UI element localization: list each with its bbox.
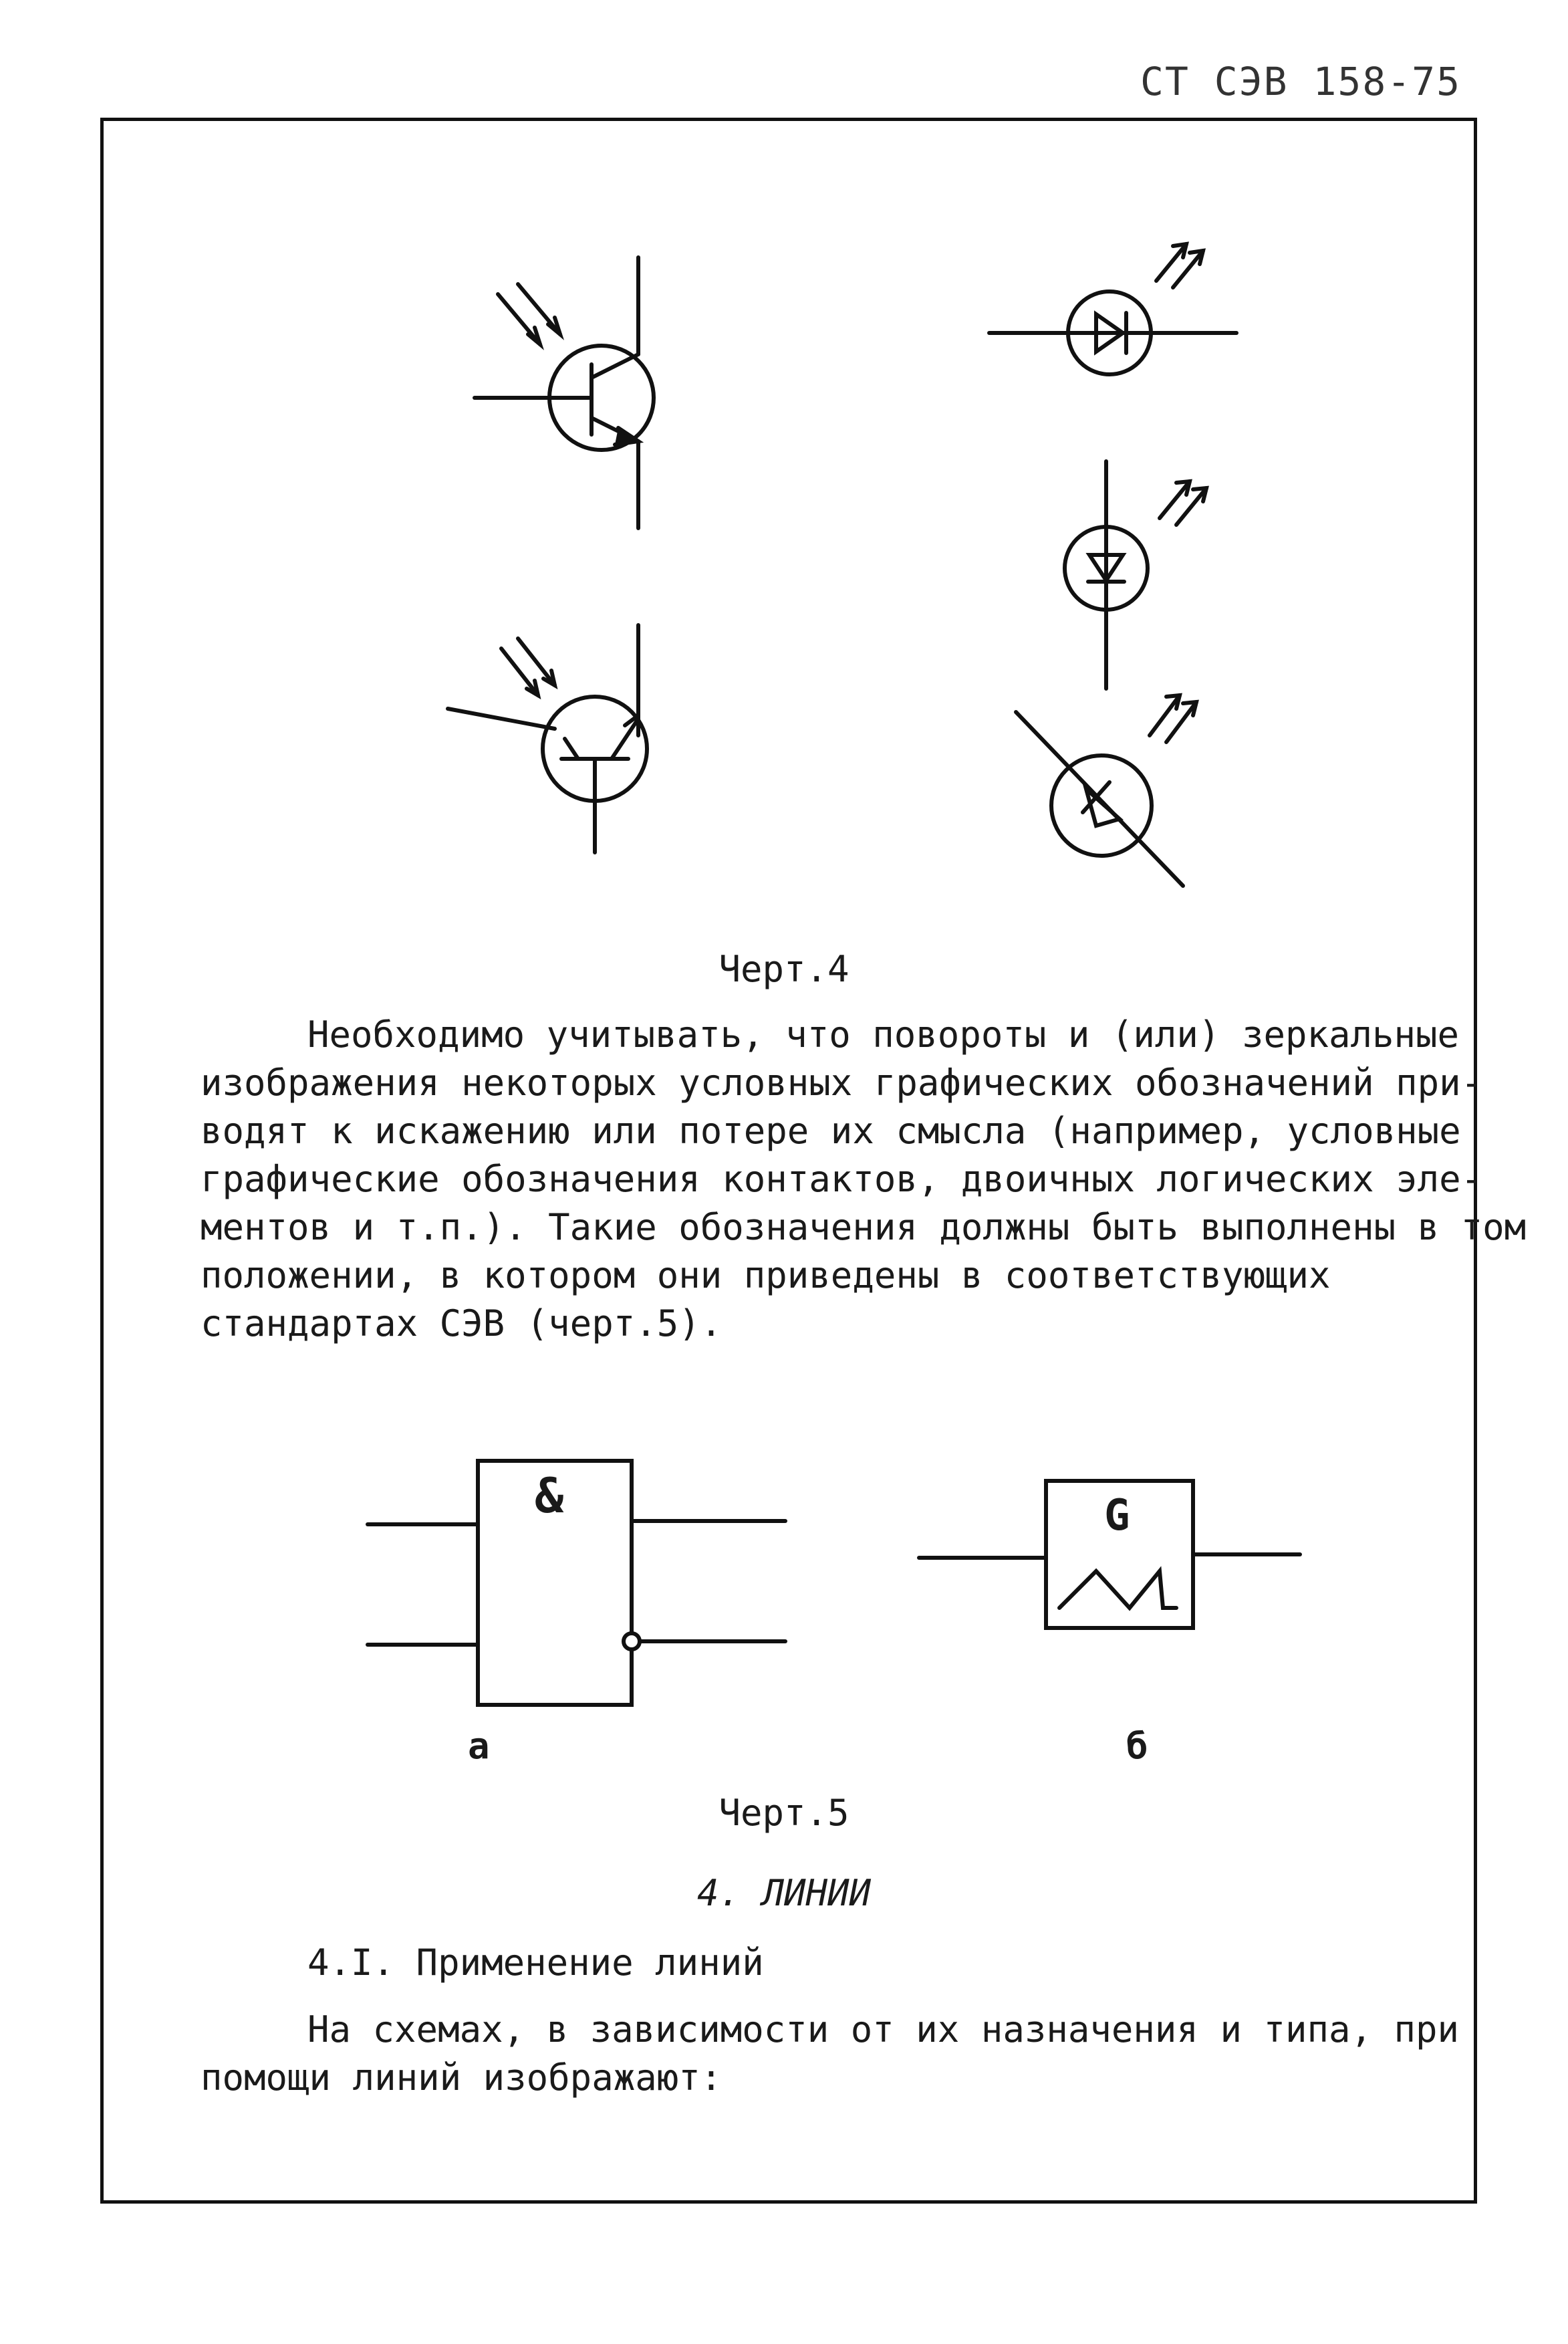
figure-5-label-b: б: [1126, 1725, 1148, 1767]
paragraph-1-line: стандартах СЭВ (черт.5).: [201, 1302, 723, 1344]
subsection-heading: 4.I. Применение линий: [307, 1942, 764, 1984]
paragraph-1-line: Необходимо учитывать, что повороты и (или) зеркальные: [307, 1014, 1460, 1056]
figure-4-caption: Черт.4: [718, 948, 850, 990]
section-4-text-line: На схемах, в зависимости от их назначения и типа, при: [307, 2008, 1460, 2050]
and-logic-element: [368, 1461, 785, 1705]
generator-symbol: G: [1104, 1491, 1130, 1540]
section-4-text-line: помощи линий изображают:: [201, 2057, 723, 2099]
and-symbol: &: [535, 1468, 564, 1524]
section-4-text: [201, 2006, 1474, 2102]
subsection-4-1: [201, 1939, 1474, 1987]
paragraph-1-line: графические обозначения контактов, двоичных логических эле-: [201, 1158, 1483, 1200]
paragraph-1-line: изображения некоторых условных графических обозначений при-: [201, 1062, 1483, 1104]
figure-5-label-a: а: [468, 1725, 490, 1767]
figure-5-caption: Черт.5: [718, 1792, 850, 1834]
paragraph-1-line: положении, в котором они приведены в соответствующих: [201, 1254, 1331, 1296]
paragraph-1-line: ментов и т.п.). Такие обозначения должны быть выполнены в том: [201, 1206, 1527, 1248]
paragraph-1-line: водят к искажению или потере их смысла (например, условные: [201, 1110, 1461, 1152]
document-number: СТ СЭВ 158-75: [1140, 59, 1461, 104]
section-4-title: 4. ЛИНИИ: [696, 1872, 872, 1914]
